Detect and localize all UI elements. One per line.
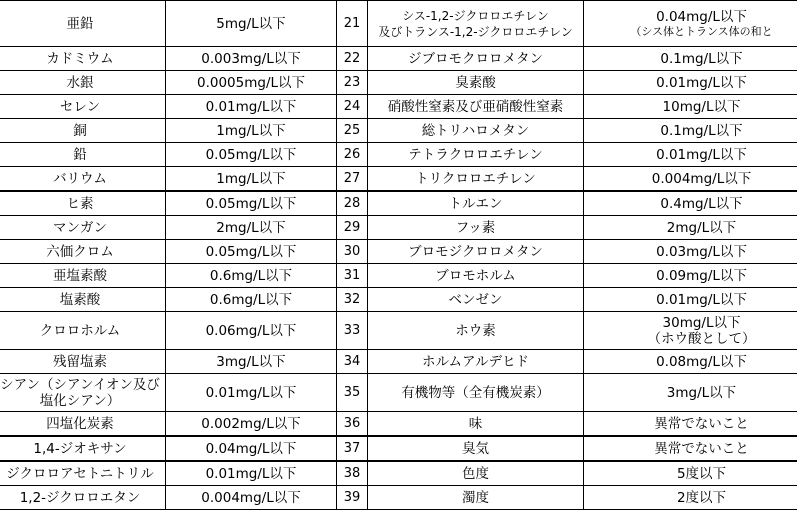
item-number: 26 [337, 143, 368, 167]
item-number: 38 [337, 461, 368, 486]
item-name: カドミウム [0, 47, 166, 71]
table-row [0, 216, 797, 240]
item-standard: 0.08mg/L以下 [584, 350, 797, 374]
item-number: 23 [337, 71, 368, 95]
item-name: ヒ素 [0, 191, 166, 216]
item-name: ホルムアルデヒド [368, 350, 584, 374]
item-standard: 0.6mg/L以下 [166, 288, 337, 312]
item-number: 22 [337, 47, 368, 71]
item-name [368, 1, 584, 47]
item-standard: 1mg/L以下 [166, 167, 337, 192]
table-row [0, 288, 797, 312]
item-standard: 0.1mg/L以下 [584, 119, 797, 143]
item-standard [584, 312, 797, 350]
item-name: フッ素 [368, 216, 584, 240]
item-name: 四塩化炭素 [0, 412, 166, 437]
item-name: 塩素酸 [0, 288, 166, 312]
item-name: ホウ素 [368, 312, 584, 350]
item-number: 28 [337, 191, 368, 216]
item-name: 鉛 [0, 143, 166, 167]
item-standard-note: （ホウ酸として） [647, 330, 756, 347]
item-number: 35 [337, 374, 368, 412]
item-standard [584, 1, 797, 47]
item-name: 味 [368, 412, 584, 437]
item-name: テトラクロロエチレン [368, 143, 584, 167]
item-standard: 0.05mg/L以下 [166, 143, 337, 167]
item-number: 27 [337, 167, 368, 192]
item-number: 36 [337, 412, 368, 437]
table-row [0, 264, 797, 288]
item-standard: 異常でないこと [584, 436, 797, 461]
item-name: ブロモジクロロメタン [368, 240, 584, 264]
item-name-line: 塩化シアン） [39, 392, 121, 409]
item-name: 水銀 [0, 71, 166, 95]
table-row [0, 95, 797, 119]
item-name: ベンゼン [368, 288, 584, 312]
item-name [0, 374, 166, 412]
item-standard: 5mg/L以下 [166, 1, 337, 47]
item-standard: 0.1mg/L以下 [584, 47, 797, 71]
item-number: 25 [337, 119, 368, 143]
item-standard-note: （シス体とトランス体の和と [630, 24, 773, 38]
item-name: ブロモホルム [368, 264, 584, 288]
item-standard: 0.0005mg/L以下 [166, 71, 337, 95]
item-name: トルエン [368, 191, 584, 216]
item-standard: 0.01mg/L以下 [166, 461, 337, 486]
table-row [0, 486, 797, 510]
item-standard: 0.004mg/L以下 [584, 167, 797, 192]
item-name: トリクロロエチレン [368, 167, 584, 192]
table-row [0, 119, 797, 143]
item-standard: 3mg/L以下 [166, 350, 337, 374]
item-name: セレン [0, 95, 166, 119]
item-standard: 0.4mg/L以下 [584, 191, 797, 216]
item-number: 24 [337, 95, 368, 119]
item-name-line: シス-1,2-ジクロロエチレン [402, 8, 549, 23]
table-row [0, 71, 797, 95]
table-row [0, 312, 797, 350]
item-standard: 5度以下 [584, 461, 797, 486]
item-name: 有機物等（全有機炭素） [368, 374, 584, 412]
table-row [0, 47, 797, 71]
item-number: 29 [337, 216, 368, 240]
item-standard: 0.003mg/L以下 [166, 47, 337, 71]
item-standard: 0.01mg/L以下 [584, 143, 797, 167]
item-name: 色度 [368, 461, 584, 486]
item-name: 臭気 [368, 436, 584, 461]
item-number: 21 [337, 1, 368, 47]
item-standard: 0.004mg/L以下 [166, 486, 337, 510]
item-number: 39 [337, 486, 368, 510]
item-standard: 0.002mg/L以下 [166, 412, 337, 437]
table-row [0, 461, 797, 486]
item-name: 亜塩素酸 [0, 264, 166, 288]
item-number: 37 [337, 436, 368, 461]
item-standard: 0.01mg/L以下 [166, 95, 337, 119]
item-number: 32 [337, 288, 368, 312]
item-name: 残留塩素 [0, 350, 166, 374]
item-standard: 2mg/L以下 [584, 216, 797, 240]
item-name: 亜鉛 [0, 1, 166, 47]
item-name: マンガン [0, 216, 166, 240]
item-standard-line: 30mg/L以下 [662, 314, 741, 331]
table-row [0, 191, 797, 216]
item-number: 31 [337, 264, 368, 288]
item-standard-line: 0.04mg/L以下 [656, 8, 747, 25]
item-name: 総トリハロメタン [368, 119, 584, 143]
item-standard: 1mg/L以下 [166, 119, 337, 143]
item-standard: 3mg/L以下 [584, 374, 797, 412]
item-name-line: 及びトランス-1,2-ジクロロエチレン [378, 24, 573, 39]
item-name: ジクロロアセトニトリル [0, 461, 166, 486]
item-standard: 0.6mg/L以下 [166, 264, 337, 288]
item-name: 六価クロム [0, 240, 166, 264]
item-standard: 0.05mg/L以下 [166, 191, 337, 216]
item-name: 硝酸性窒素及び亜硝酸性窒素 [368, 95, 584, 119]
table-row [0, 1, 797, 47]
item-standard: 0.03mg/L以下 [584, 240, 797, 264]
item-standard: 0.01mg/L以下 [584, 288, 797, 312]
item-standard: 10mg/L以下 [584, 95, 797, 119]
item-name: 濁度 [368, 486, 584, 510]
item-standard: 0.01mg/L以下 [166, 374, 337, 412]
table-row [0, 412, 797, 437]
item-name: 臭素酸 [368, 71, 584, 95]
item-name: 銅 [0, 119, 166, 143]
item-standard: 0.09mg/L以下 [584, 264, 797, 288]
item-name: 1,4-ジオキサン [0, 436, 166, 461]
table-row [0, 350, 797, 374]
table-row [0, 436, 797, 461]
item-name-line: シアン（シアンイオン及び [0, 376, 160, 393]
table-row [0, 240, 797, 264]
item-standard: 異常でないこと [584, 412, 797, 437]
item-standard: 0.01mg/L以下 [584, 71, 797, 95]
item-standard: 0.06mg/L以下 [166, 312, 337, 350]
item-standard: 2度以下 [584, 486, 797, 510]
table-row [0, 143, 797, 167]
item-name: 1,2-ジクロロエタン [0, 486, 166, 510]
item-name: バリウム [0, 167, 166, 192]
item-number: 33 [337, 312, 368, 350]
item-standard: 0.04mg/L以下 [166, 436, 337, 461]
item-name: ジブロモクロロメタン [368, 47, 584, 71]
item-standard: 2mg/L以下 [166, 216, 337, 240]
table-row [0, 167, 797, 192]
table-row [0, 374, 797, 412]
item-name: クロロホルム [0, 312, 166, 350]
item-standard: 0.05mg/L以下 [166, 240, 337, 264]
item-number: 34 [337, 350, 368, 374]
item-number: 30 [337, 240, 368, 264]
